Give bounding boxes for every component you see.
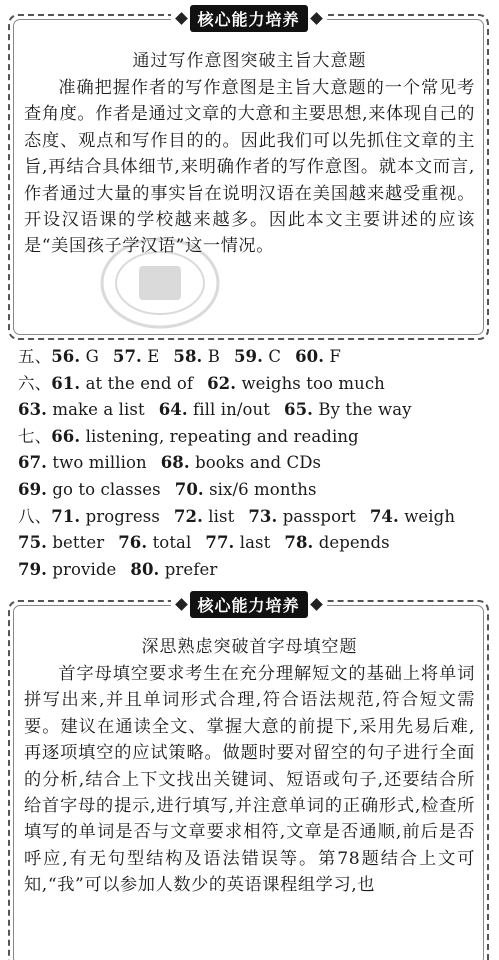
answer-text: weigh — [398, 506, 456, 526]
answer-key — [18, 344, 493, 583]
question-number: 64. — [158, 400, 188, 420]
question-number: 79. — [18, 559, 48, 579]
question-number: 61. — [51, 373, 81, 393]
section-number: 八、 — [18, 506, 52, 526]
question-number: 77. — [205, 533, 235, 553]
question-number: 73. — [248, 506, 278, 526]
question-number: 71. — [51, 506, 81, 526]
section-title: 通过写作意图突破主旨大意题 — [132, 51, 367, 71]
section-number: 五、 — [18, 347, 52, 366]
answer-text: B — [202, 347, 220, 366]
answer-line — [18, 344, 493, 371]
answer-line — [18, 371, 493, 398]
question-number: 78. — [284, 533, 314, 553]
answer-text: prefer — [159, 559, 218, 579]
answer-text: at the end of — [80, 373, 194, 393]
answer-line — [18, 530, 493, 557]
core-ability-box-1 — [8, 10, 489, 340]
question-number: 56. — [51, 347, 81, 366]
question-number: 70. — [174, 479, 204, 499]
question-number: 60. — [295, 347, 325, 366]
question-number: 62. — [207, 373, 237, 393]
answer-text: fill in/out — [187, 400, 270, 420]
question-number: 76. — [118, 533, 148, 553]
answer-line — [18, 504, 493, 531]
answer-text: better — [47, 533, 105, 553]
answer-text: two million — [47, 453, 147, 473]
question-number: 59. — [233, 347, 263, 366]
section-title: 深思熟虑突破首字母填空题 — [141, 637, 358, 657]
question-number: 66. — [51, 426, 81, 446]
question-number: 65. — [284, 400, 314, 420]
diamond-icon — [175, 598, 188, 611]
answer-text: weighs too much — [236, 373, 385, 393]
badge-label: 核心能力培养 — [189, 591, 307, 618]
question-number: 63. — [18, 400, 48, 420]
question-number: 75. — [18, 533, 48, 553]
answer-line — [18, 397, 493, 424]
question-number: 69. — [18, 479, 48, 499]
answer-text: six/6 months — [203, 479, 317, 499]
diamond-icon — [310, 598, 323, 611]
answer-text: G — [80, 347, 99, 366]
answer-text: F — [324, 347, 341, 366]
answer-text: list — [202, 506, 235, 526]
section-badge — [170, 5, 326, 32]
answer-text: provide — [47, 559, 117, 579]
badge-label: 核心能力培养 — [189, 5, 307, 32]
question-number: 58. — [173, 347, 203, 366]
answer-text: passport — [277, 506, 356, 526]
answer-line — [18, 477, 493, 504]
answer-text: By the way — [313, 400, 412, 420]
section-paragraph: 准确把握作者的写作意图是主旨大意题的一个常见考查角度。作者是通过文章的大意和主要思想,来体现自己的态度、观点和写作目的的。因此我们可以先抓住文章的主旨,再结合具体细节,来明确作者的写作意图。就本文而言,作者通过大量的事实旨在说明汉语在美国越来越受重视。开设汉语课的学校越来越多。因此本文主要讲述的应该是“美国孩子学汉语”这一情况。 — [24, 78, 475, 257]
answer-text: E — [141, 347, 160, 366]
question-number: 72. — [173, 506, 203, 526]
answer-text: books and CDs — [189, 453, 322, 473]
answer-text: progress — [80, 506, 160, 526]
question-number: 57. — [112, 347, 142, 366]
answer-text: go to classes — [47, 479, 161, 499]
answer-text: last — [234, 533, 271, 553]
question-number: 67. — [18, 453, 48, 473]
question-number: 74. — [369, 506, 399, 526]
answer-text: listening, repeating and reading — [80, 426, 359, 446]
section-number: 六、 — [18, 373, 52, 393]
diamond-icon — [175, 12, 188, 25]
answer-line — [18, 424, 493, 451]
section-paragraph: 首字母填空要求考生在充分理解短文的基础上将单词拼写出来,并且单词形式合理,符合语法规范,符合短文需要。建议在通读全文、掌握大意的前提下,采用先易后难,再逐项填空的应试策略。做题时要对留空的句子进行全面的分析,结合上下文找出关键词、短语或句子,还要结合所给首字母的提示,进行填写,并注意单词的正确形式,检查所填写的单词是否与文章要求相符,文章是否通顺,前后是否呼应,有无句型结构及语法错误等。第78题结合上文可知,“我”可以参加人数少的英语课程组学习,也 — [24, 664, 475, 896]
answer-line — [18, 557, 493, 584]
diamond-icon — [310, 12, 323, 25]
answer-text: make a list — [47, 400, 145, 420]
core-ability-box-2 — [8, 596, 489, 960]
answer-line — [18, 450, 493, 477]
answer-text: total — [147, 533, 192, 553]
answer-text: C — [262, 347, 282, 366]
question-number: 80. — [130, 559, 160, 579]
section-badge — [170, 591, 326, 618]
section-number: 七、 — [18, 426, 52, 446]
question-number: 68. — [160, 453, 190, 473]
answer-text: depends — [313, 533, 390, 553]
